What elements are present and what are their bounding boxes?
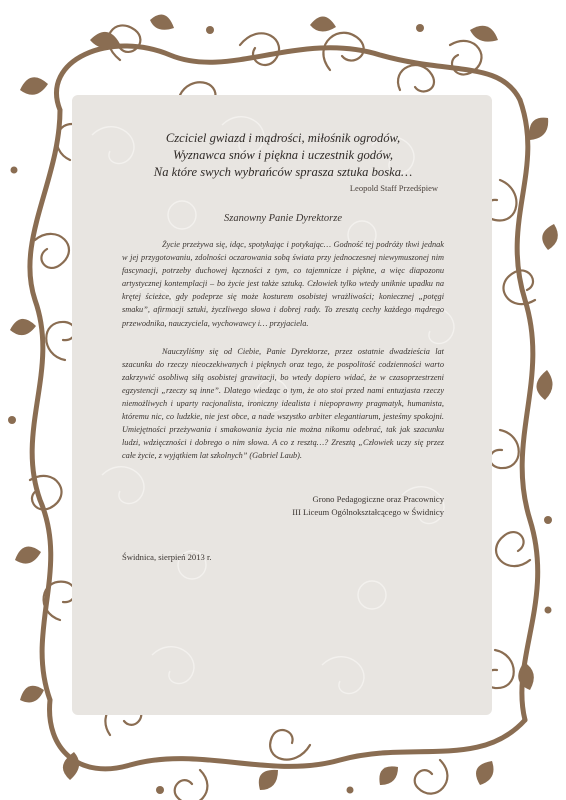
signature <box>122 493 444 519</box>
letter-paragraph: Nauczyliśmy się od Ciebie, Panie Dyrektorze, przez ostatnie dwadzieścia lat szacunku do rzeczy nieoczekiwanych i pięknych oraz tego, że pospolitość codzienności warto zakrzywić osobliwą siłą osobistej grawitacji, bo wtedy dopiero widać, że w czasoprzestrzeni egzystencji „rzeczy są inne”. Dlatego wiedząc o tym, że oto stoi przed nami entuzjasta rzeczy niemożliwych i uparty racjonalista, ironiczny idealista i niepoprawny pragmatyk, humanista, któremu nic, co ludzkie, nie jest obce, a nade wszystko arbiter elegantiarum, jesteśmy spokojni. Umiejętności przeżywania i smakowania życia nie można nikomu odebrać, tak jak szacunku ludzi, wdzięczności i dobrego o nim słowa. A co z resztą…? Zresztą „Człowiek uczy się przez całe życie, z wyjątkiem lat szkolnych” (Gabriel Laub). <box>122 346 444 461</box>
signature-line: III Liceum Ogólnokształcącego w Świdnicy <box>292 506 444 517</box>
place-date: Świdnica, sierpień 2013 r. <box>122 551 212 562</box>
letter-paragraph: Życie przeżywa się, idąc, spotykając i potykając… Godność tej podróży tkwi jednak w jej przygotowaniu, zdolności oczarowania sobą świata przy jednoczesnej niewymuszonej nim fascynacji, potrzeby duchowej łączności z tym, co tajemnicze i piękne, a więc diapozonu artystycznej kontemplacji – bo życie jest także sztuką. Człowiek tylko wtedy uniknie upadku na krętej ścieżce, gdy podeprze się może kosturem osobistej wrażliwości; koniecznej „potęgi smaku”, afirmacji sztuki, życzliwego słowa i dobrej rady. To zresztą cechy każdego mądrego przewodnika, nauczyciela, wychowawcy i… przyjaciela. <box>122 240 444 328</box>
signature-line: Grono Pedagogiczne oraz Pracownicy <box>312 493 444 504</box>
motto-line: Czciciel gwiazd i mądrości, miłośnik ogrodów, <box>165 131 401 145</box>
motto-quote <box>122 130 444 181</box>
letter-content <box>122 130 444 562</box>
motto-line: Na które swych wybrańców sprasza sztuka boska… <box>153 165 413 179</box>
motto-source: Leopold Staff Przedśpiew <box>349 183 438 193</box>
salutation: Szanowny Panie Dyrektorze <box>223 213 342 224</box>
motto-line: Wyznawca snów i piękna i uczestnik godów, <box>172 148 394 162</box>
